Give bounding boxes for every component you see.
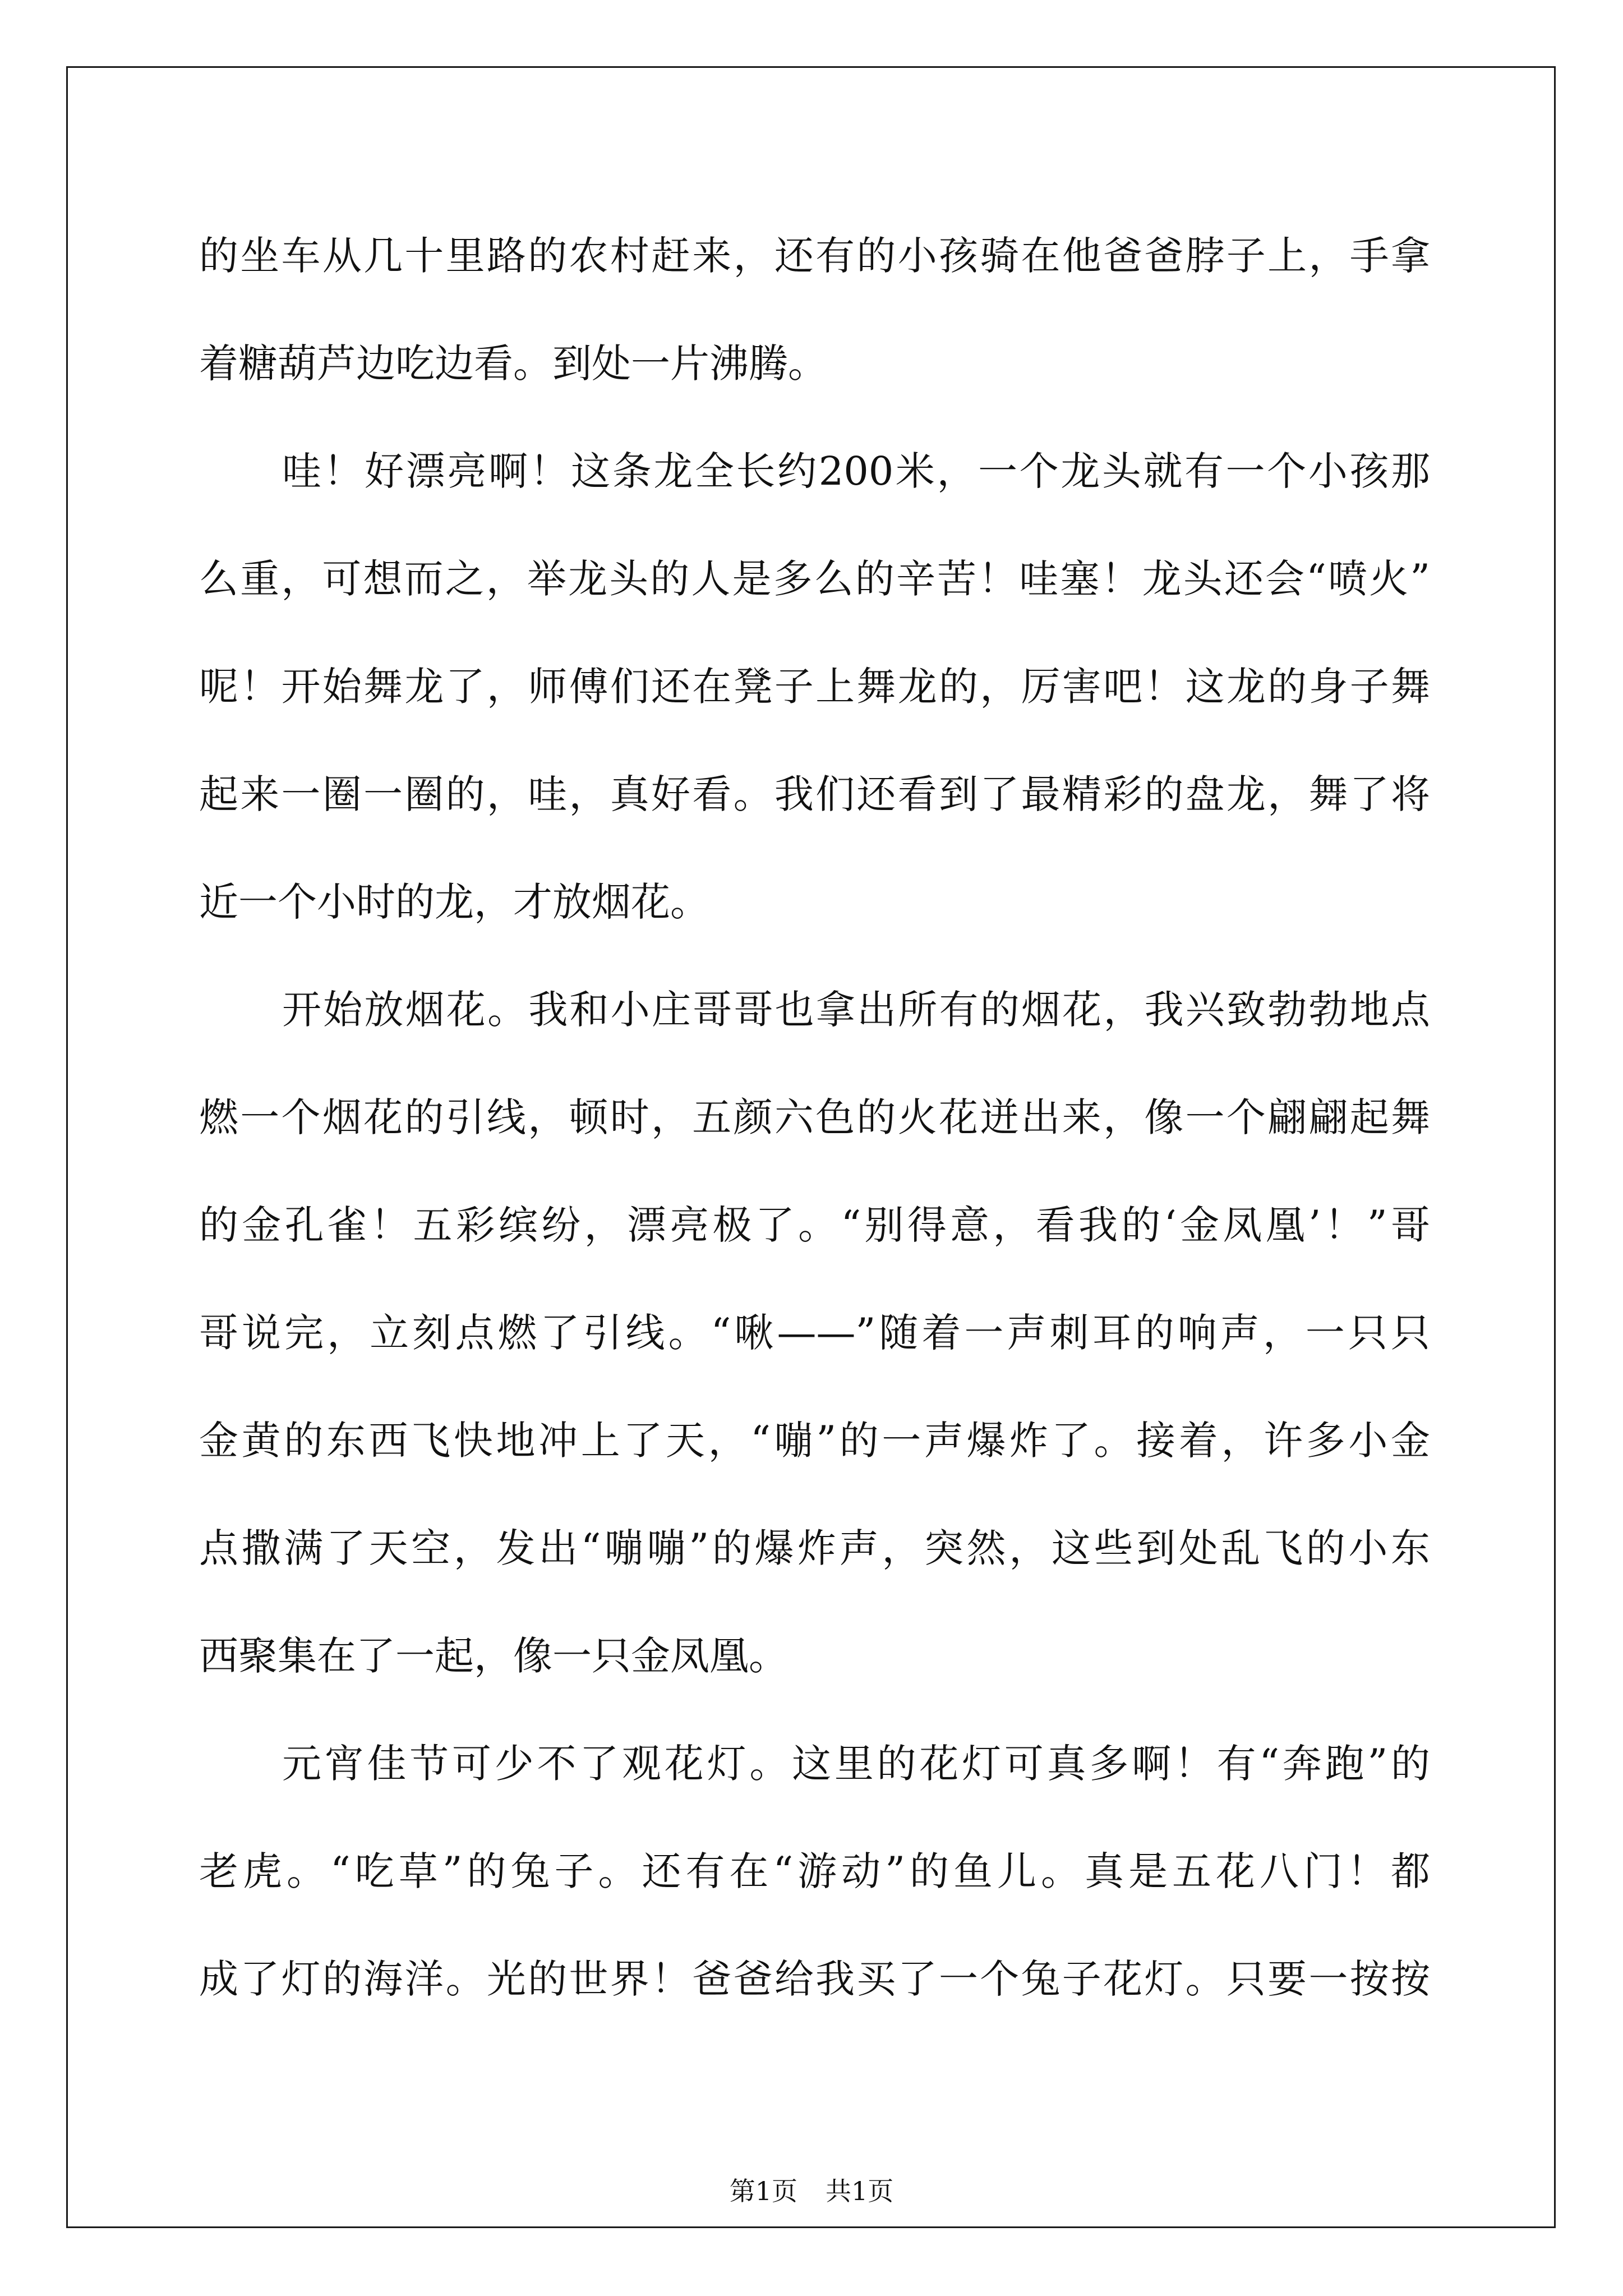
page-number: 第1页: [729, 2176, 797, 2206]
text-line: 着糖葫芦边吃边看。到处一片沸腾。: [199, 341, 827, 386]
text-line: 呢！开始舞龙了，师傅们还在凳子上舞龙的，厉害吧！这龙的身子舞: [199, 664, 1430, 710]
text-line: 金黄的东西飞快地冲上了天，“嘣”的一声爆炸了。接着，许多小金: [199, 1418, 1430, 1464]
text-line: 开始放烟花。我和小庄哥哥也拿出所有的烟花，我兴致勃勃地点: [282, 987, 1430, 1033]
text-line: 老虎。“吃草”的兔子。还有在“游动”的鱼儿。真是五花八门！都: [199, 1848, 1430, 1894]
text-line: 成了灯的海洋。光的世界！爸爸给我买了一个兔子花灯。只要一按按: [199, 1956, 1430, 2002]
text-line: 近一个小时的龙，才放烟花。: [199, 879, 709, 925]
text-line: 的坐车从几十里路的农村赶来，还有的小孩骑在他爸爸脖子上，手拿: [199, 233, 1430, 279]
text-line: 点撒满了天空，发出“嘣嘣”的爆炸声，突然，这些到处乱飞的小东: [199, 1525, 1430, 1571]
text-line: 元宵佳节可少不了观花灯。这里的花灯可真多啊！有“奔跑”的: [282, 1741, 1430, 1787]
page-footer: [0, 2174, 1623, 2208]
text-line: 起来一圈一圈的，哇，真好看。我们还看到了最精彩的盘龙，舞了将: [199, 771, 1430, 817]
text-line: 哇！好漂亮啊！这条龙全长约200米，一个龙头就有一个小孩那: [282, 448, 1430, 494]
text-line: 西聚集在了一起，像一只金凤凰。: [199, 1633, 788, 1679]
text-line: 的金孔雀！五彩缤纷，漂亮极了。“别得意，看我的‘金凤凰’！”哥: [199, 1202, 1430, 1248]
text-line: 哥说完，立刻点燃了引线。“啾——”随着一声刺耳的响声，一只只: [199, 1310, 1430, 1356]
text-line: 么重，可想而之，举龙头的人是多么的辛苦！哇塞！龙头还会“喷火”: [199, 556, 1430, 602]
document-body: [199, 202, 1430, 2033]
page-total: 共1页: [826, 2176, 894, 2206]
text-line: 燃一个烟花的引线，顿时，五颜六色的火花迸出来，像一个翩翩起舞: [199, 1094, 1430, 1140]
